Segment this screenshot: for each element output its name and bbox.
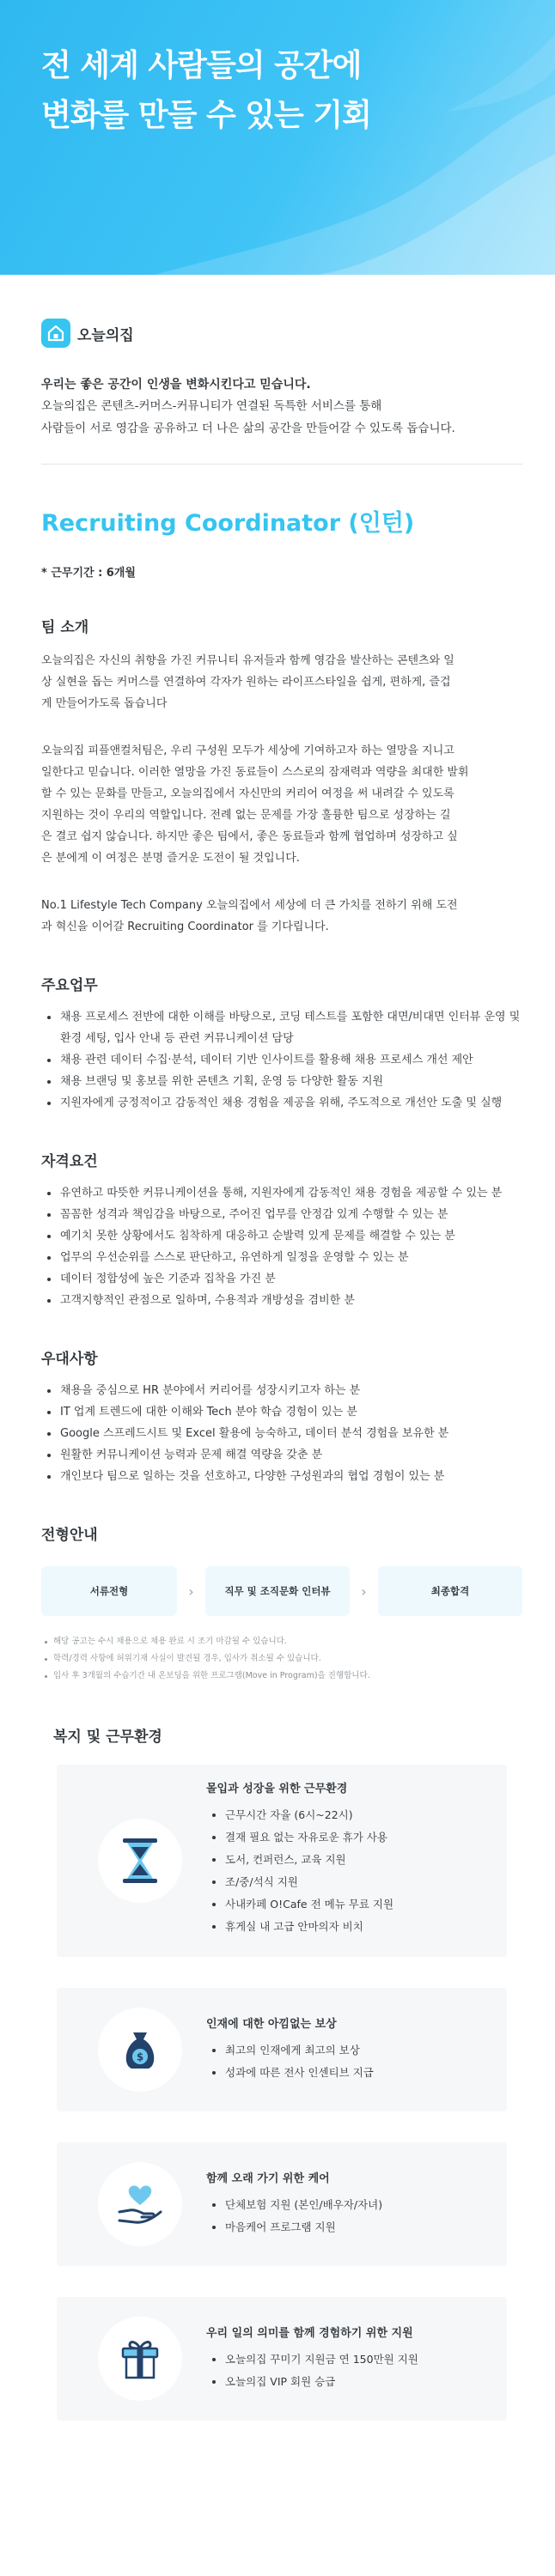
- team-line: 오늘의집은 자신의 취향을 가진 커뮤니티 유저들과 함께 영감을 발산하는 콘텐츠와 일: [41, 654, 454, 667]
- intro-line: 오늘의집은 콘텐츠-커머스-커뮤니티가 연결된 독특한 서비스를 통해: [41, 399, 382, 413]
- list-item: 조/중/석식 지원: [206, 1871, 393, 1893]
- benefit-list: [206, 1804, 393, 1938]
- benefit-content: [206, 1780, 393, 1938]
- hero-title: [41, 41, 371, 141]
- money-bag-icon: [98, 2008, 182, 2092]
- logo-text: 오늘의집: [77, 326, 134, 344]
- company-intro: [41, 318, 522, 440]
- list-item: 원활한 커뮤니케이션 능력과 문제 해결 역량을 갖춘 분: [41, 1444, 522, 1466]
- list-item: 채용 브랜딩 및 홍보를 위한 콘텐츠 기획, 운영 등 다양한 활동 지원: [41, 1071, 522, 1092]
- hiring-process: [41, 1566, 522, 1616]
- benefit-title: 함께 오래 가기 위한 케어: [206, 2172, 330, 2185]
- benefit-content: [206, 2324, 418, 2393]
- gift-icon: [98, 2317, 182, 2401]
- list-item: 꼼꼼한 성격과 책임감을 바탕으로, 주어진 업무를 안정감 있게 수행할 수 있는 분: [41, 1204, 522, 1225]
- benefit-list: [206, 2194, 382, 2239]
- team-line: 게 만들어가도록 돕습니다: [41, 697, 168, 710]
- duties-list: [41, 1006, 522, 1114]
- list-item: 최고의 인재에게 최고의 보상: [206, 2039, 374, 2062]
- list-item: 고객지향적인 관점으로 일하며, 수용적과 개방성을 겸비한 분: [41, 1290, 522, 1311]
- team-line: 상 실현을 돕는 커머스를 연결하여 각자가 원하는 라이프스타일을 쉽게, 편하게, 즐겁: [41, 676, 451, 689]
- team-line: 일한다고 믿습니다. 이러한 열망을 가진 동료들이 스스로의 잠재력과 역량을 최대한 발휘: [41, 766, 469, 779]
- note-item: 해당 공고는 수시 채용으로 채용 완료 시 조기 마감될 수 있습니다.: [41, 1633, 522, 1650]
- list-item: 단체보험 지원 (본인/배우자/자녀): [206, 2194, 382, 2216]
- list-item: 오늘의집 VIP 회원 승급: [206, 2371, 418, 2393]
- list-item: 결재 필요 없는 자유로운 휴가 사용: [206, 1826, 393, 1849]
- chevron-right-icon: ›: [361, 1583, 367, 1600]
- list-item: 개인보다 팀으로 일하는 것을 선호하고, 다양한 구성원과의 협업 경험이 있는 분: [41, 1466, 522, 1487]
- list-item: 데이터 정합성에 높은 기준과 집착을 가진 분: [41, 1268, 522, 1290]
- benefit-card: [57, 1765, 507, 1957]
- list-item: 사내카페 O!Cafe 전 메뉴 무료 지원: [206, 1893, 393, 1916]
- hourglass-icon: [98, 1819, 182, 1903]
- team-line: 지원하는 것이 우리의 역할입니다. 전례 없는 문제를 가장 훌륭한 팀으로 성장하는 길: [41, 809, 451, 822]
- process-heading: 전형안내: [41, 1527, 98, 1544]
- list-item: Google 스프레드시트 및 Excel 활용에 능숙하고, 데이터 분석 경험을 보유한 분: [41, 1423, 522, 1444]
- process-step-final: 최종합격: [378, 1566, 522, 1616]
- preferred-heading: 우대사항: [41, 1351, 98, 1368]
- list-item: 지원자에게 긍정적이고 감동적인 채용 경험을 제공을 위해, 주도적으로 개선안 도출 및 실행: [41, 1092, 522, 1114]
- work-period: * 근무기간 : 6개월: [41, 567, 136, 580]
- process-step-interview: 직무 및 조직문화 인터뷰: [205, 1566, 350, 1616]
- benefit-list: [206, 2348, 418, 2393]
- note-item: 입사 후 3개월의 수습기간 내 온보딩을 위한 프로그램(Move in Program)을 진행합니다.: [41, 1668, 522, 1685]
- benefit-card: [57, 1988, 507, 2111]
- list-item: 도서, 컨퍼런스, 교육 지원: [206, 1849, 393, 1871]
- process-step-document: 서류전형: [41, 1566, 177, 1616]
- hero-title-line: 변화를 만들 수 있는 기회: [41, 98, 371, 133]
- job-content: [41, 507, 522, 2421]
- list-item: 휴게실 내 고급 안마의자 비치: [206, 1916, 393, 1938]
- qualifications-list: [41, 1182, 522, 1311]
- hero-title-line: 전 세계 사람들의 공간에: [41, 48, 362, 83]
- benefit-list: [206, 2039, 374, 2084]
- list-item: 채용 프로세스 전반에 대한 이해를 바탕으로, 코딩 테스트를 포함한 대면/비대면 인터뷰 운영 및 환경 세팅, 입사 안내 등 관련 커뮤니케이션 담당: [41, 1006, 522, 1049]
- benefit-card: [57, 2297, 507, 2421]
- list-item: 유연하고 따뜻한 커뮤니케이션을 통해, 지원자에게 감동적인 채용 경험을 제공할 수 있는 분: [41, 1182, 522, 1204]
- list-item: 예기치 못한 상황에서도 침착하게 대응하고 순발력 있게 문제를 해결할 수 있는 분: [41, 1225, 522, 1247]
- intro-text: [41, 395, 522, 440]
- company-logo: [41, 318, 522, 349]
- benefit-content: [206, 2170, 382, 2239]
- benefits-heading: 복지 및 근무환경: [53, 1728, 162, 1746]
- team-line: 은 결코 쉽지 않습니다. 하지만 좋은 팀에서, 좋은 동료들과 함께 협업하며 성장하고 싶: [41, 830, 458, 843]
- list-item: 성과에 따른 전사 인센티브 지급: [206, 2062, 374, 2084]
- note-item: 학력/경력 사항에 허위기재 사실이 발견될 경우, 입사가 취소될 수 있습니다.: [41, 1650, 522, 1668]
- list-item: 오늘의집 꾸미기 지원금 연 150만원 지원: [206, 2348, 418, 2371]
- team-line: 은 분에게 이 여정은 분명 즐거운 도전이 될 것입니다.: [41, 852, 300, 865]
- list-item: 채용을 중심으로 HR 분야에서 커리어를 성장시키고자 하는 분: [41, 1380, 522, 1401]
- list-item: 채용 관련 데이터 수집·분석, 데이터 기반 인사이트를 활용해 채용 프로세스 개선 제안: [41, 1049, 522, 1071]
- list-item: 근무시간 자율 (6시~22시): [206, 1804, 393, 1826]
- team-line: 오늘의집 피플앤컬처팀은, 우리 구성원 모두가 세상에 기여하고자 하는 열망을 지니고: [41, 744, 454, 757]
- team-line: No.1 Lifestyle Tech Company 오늘의집에서 세상에 더 큰 가치를 전하기 위해 도전: [41, 899, 458, 912]
- benefit-title: 몰입과 성장을 위한 근무환경: [206, 1783, 348, 1795]
- house-icon: [41, 319, 70, 348]
- duties-heading: 주요업무: [41, 977, 98, 994]
- preferred-list: [41, 1380, 522, 1487]
- team-paragraph: [41, 650, 522, 714]
- intro-line: 사람들이 서로 영감을 공유하고 더 나은 삶의 공간을 만들어갈 수 있도록 돕습니다.: [41, 422, 455, 435]
- job-title: Recruiting Coordinator (인턴): [41, 510, 415, 537]
- heart-hand-icon: [98, 2162, 182, 2246]
- section-divider: [41, 464, 522, 465]
- benefit-title: 인재에 대한 아낌없는 보상: [206, 2018, 337, 2031]
- team-paragraph: [41, 740, 522, 869]
- list-item: 마음케어 프로그램 지원: [206, 2216, 382, 2239]
- chevron-right-icon: ›: [188, 1583, 194, 1600]
- svg-text:$: $: [136, 2050, 144, 2063]
- hero-banner: [0, 0, 555, 275]
- qualifications-heading: 자격요건: [41, 1153, 98, 1170]
- team-heading: 팀 소개: [41, 619, 89, 636]
- team-line: 할 수 있는 문화를 만들고, 오늘의집에서 자신만의 커리어 여정을 써 내려갈 수 있도록: [41, 787, 454, 800]
- team-line: 과 혁신을 이어갈 Recruiting Coordinator 를 기다립니다.: [41, 920, 329, 933]
- team-paragraph: [41, 895, 522, 938]
- process-notes: [41, 1633, 522, 1685]
- list-item: 업무의 우선순위를 스스로 판단하고, 유연하게 일정을 운영할 수 있는 분: [41, 1247, 522, 1268]
- benefit-content: [206, 2015, 374, 2084]
- list-item: IT 업계 트렌드에 대한 이해와 Tech 분야 학습 경험이 있는 분: [41, 1401, 522, 1423]
- intro-lead: 우리는 좋은 공간이 인생을 변화시킨다고 믿습니다.: [41, 378, 311, 392]
- benefit-title: 우리 일의 의미를 함께 경험하기 위한 지원: [206, 2327, 413, 2340]
- benefit-card: [57, 2142, 507, 2266]
